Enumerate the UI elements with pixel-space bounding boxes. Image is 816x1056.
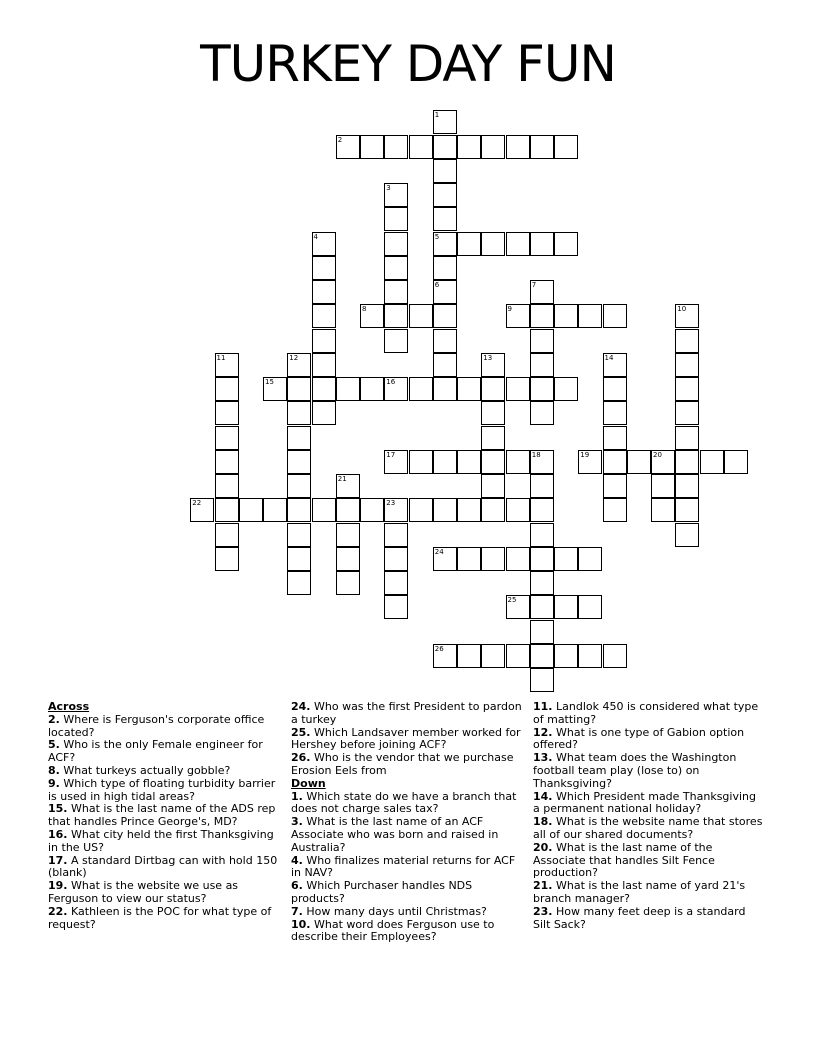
clue-number: 15. (48, 802, 68, 816)
grid-cell[interactable] (457, 450, 481, 474)
grid-cell[interactable] (603, 644, 627, 668)
grid-cell[interactable] (433, 329, 457, 353)
grid-cell[interactable] (215, 401, 239, 425)
grid-cell[interactable] (384, 547, 408, 571)
clue-text: What word does Ferguson use to describe their Employees? (291, 917, 495, 944)
across-clue-list (48, 714, 280, 932)
grid-cell[interactable] (530, 353, 554, 377)
grid-cell[interactable] (433, 547, 457, 571)
grid-cell[interactable] (287, 498, 311, 522)
grid-cell[interactable] (433, 256, 457, 280)
grid-cell[interactable] (603, 377, 627, 401)
clue-3 (291, 816, 523, 854)
grid-cell[interactable] (457, 232, 481, 256)
clue-20 (533, 842, 765, 880)
cell-number: 7 (531, 281, 537, 290)
cell-number: 17 (386, 450, 396, 459)
grid-cell[interactable] (384, 232, 408, 256)
clue-26 (291, 752, 523, 778)
grid-cell[interactable] (336, 571, 360, 595)
grid-cell[interactable] (433, 135, 457, 159)
grid-cell[interactable] (530, 135, 554, 159)
clue-number: 26. (291, 751, 311, 765)
grid-cell[interactable] (578, 304, 602, 328)
clue-number: 13. (533, 751, 553, 765)
grid-cell[interactable] (215, 377, 239, 401)
clue-number: 8. (48, 763, 60, 777)
cell-number: 2 (337, 135, 343, 144)
clue-14 (533, 791, 765, 817)
clue-text: Which Purchaser handles NDS products? (291, 879, 473, 905)
cell-number: 4 (313, 232, 318, 241)
cell-number: 23 (386, 499, 396, 508)
grid-cell[interactable] (603, 450, 627, 474)
grid-cell[interactable] (457, 498, 481, 522)
grid-cell[interactable] (506, 232, 530, 256)
grid-cell[interactable] (312, 498, 336, 522)
clue-number: 5. (48, 738, 60, 752)
grid-cell[interactable] (530, 620, 554, 644)
clue-text: Where is Ferguson's corporate office located? (48, 712, 265, 739)
grid-cell[interactable] (433, 110, 457, 134)
grid-cell[interactable] (554, 377, 578, 401)
clue-text: What is the last name of the Associate that handles Silt Fence production? (533, 840, 715, 880)
grid-cell[interactable] (481, 474, 505, 498)
clue-text: Kathleen is the POC for what type of request? (48, 904, 272, 931)
clue-text: Which Landsaver member worked for Hershey before joining ACF? (291, 725, 521, 752)
grid-cell[interactable] (554, 304, 578, 328)
cell-number: 11 (216, 353, 226, 362)
grid-cell[interactable] (433, 644, 457, 668)
grid-cell[interactable] (433, 377, 457, 401)
grid-cell[interactable] (433, 353, 457, 377)
clue-text: How many feet deep is a standard Silt Sack? (533, 904, 746, 931)
clue-number: 25. (291, 725, 311, 739)
grid-cell[interactable] (675, 450, 699, 474)
clue-13 (533, 752, 765, 790)
clue-number: 14. (533, 789, 553, 803)
grid-cell[interactable] (409, 304, 433, 328)
clue-number: 16. (48, 827, 68, 841)
grid-cell[interactable] (481, 547, 505, 571)
clue-25 (291, 727, 523, 753)
clue-number: 22. (48, 904, 68, 918)
clues-column-2 (291, 701, 523, 944)
cell-number: 15 (265, 378, 274, 387)
clue-number: 3. (291, 815, 303, 829)
grid-cell[interactable] (287, 377, 311, 401)
grid-cell[interactable] (312, 401, 336, 425)
grid-cell[interactable] (312, 353, 336, 377)
grid-cell[interactable] (433, 498, 457, 522)
grid-cell[interactable] (481, 377, 505, 401)
grid-cell[interactable] (675, 426, 699, 450)
grid-cell[interactable] (287, 450, 311, 474)
clue-text: Which President made Thanksgiving a permanent national holiday? (533, 789, 756, 816)
grid-cell[interactable] (506, 377, 530, 401)
clue-18 (533, 816, 765, 842)
grid-cell[interactable] (384, 256, 408, 280)
clues-column-3 (533, 701, 765, 931)
grid-cell[interactable] (675, 329, 699, 353)
clue-number: 10. (291, 917, 311, 931)
clue-24 (291, 701, 523, 727)
grid-cell[interactable] (384, 135, 408, 159)
grid-cell[interactable] (603, 474, 627, 498)
clue-text: Who finalizes material returns for ACF in NAV? (291, 853, 516, 880)
clue-text: What turkeys actually gobble? (59, 763, 231, 777)
clue-text: What is one type of Gabion option offered? (533, 725, 745, 752)
grid-cell[interactable] (215, 547, 239, 571)
grid-cell[interactable] (603, 353, 627, 377)
grid-cell[interactable] (384, 595, 408, 619)
clue-number: 9. (48, 776, 60, 790)
cell-number: 5 (434, 232, 440, 241)
clues-column-1 (48, 701, 280, 931)
grid-cell[interactable] (457, 135, 481, 159)
grid-cell[interactable] (530, 595, 554, 619)
clue-text: What is the website name that stores all of our shared documents? (533, 815, 763, 841)
cell-number: 19 (580, 450, 590, 459)
grid-cell[interactable] (554, 232, 578, 256)
grid-cell[interactable] (578, 595, 602, 619)
clue-text: What is the last name of an ACF Associate who was born and raised in Australia? (291, 815, 499, 854)
grid-cell[interactable] (506, 498, 530, 522)
grid-cell[interactable] (433, 207, 457, 231)
clue-text: Landlok 450 is considered what type of matting? (533, 700, 759, 726)
grid-cell[interactable] (675, 498, 699, 522)
grid-cell[interactable] (578, 450, 602, 474)
grid-cell[interactable] (675, 304, 699, 328)
grid-cell[interactable] (554, 547, 578, 571)
clue-text: What team does the Washington football team play (lose to) on Thanksgiving? (533, 751, 737, 790)
grid-cell[interactable] (433, 159, 457, 183)
grid-cell[interactable] (530, 232, 554, 256)
grid-cell[interactable] (675, 377, 699, 401)
clue-1 (291, 791, 523, 817)
down-clue-list-continued (533, 701, 765, 931)
grid-cell[interactable] (384, 207, 408, 231)
cell-number: 24 (434, 547, 444, 556)
grid-cell[interactable] (312, 304, 336, 328)
grid-cell[interactable] (433, 280, 457, 304)
grid-cell[interactable] (530, 644, 554, 668)
grid-cell[interactable] (651, 498, 675, 522)
grid-cell[interactable] (530, 523, 554, 547)
grid-cell[interactable] (603, 498, 627, 522)
grid-cell[interactable] (263, 498, 287, 522)
clue-text: Which type of floating turbidity barrier is used in high tidal areas? (48, 776, 276, 803)
grid-cell[interactable] (409, 498, 433, 522)
grid-cell[interactable] (578, 644, 602, 668)
grid-cell[interactable] (360, 377, 384, 401)
grid-cell[interactable] (481, 401, 505, 425)
clue-text: Who is the vendor that we purchase Erosion Eels from (291, 751, 514, 777)
grid-cell[interactable] (481, 135, 505, 159)
grid-cell[interactable] (409, 450, 433, 474)
grid-cell[interactable] (506, 135, 530, 159)
grid-cell[interactable] (433, 183, 457, 207)
grid-cell[interactable] (530, 498, 554, 522)
cell-number: 25 (507, 596, 517, 605)
clue-number: 7. (291, 904, 303, 918)
cell-number: 20 (653, 450, 662, 459)
grid-cell[interactable] (384, 304, 408, 328)
clue-number: 20. (533, 840, 553, 854)
grid-cell[interactable] (530, 304, 554, 328)
clue-number: 12. (533, 725, 553, 739)
grid-cell[interactable] (287, 523, 311, 547)
grid-cell[interactable] (433, 304, 457, 328)
clue-17 (48, 855, 280, 881)
grid-cell[interactable] (506, 304, 530, 328)
grid-cell[interactable] (287, 426, 311, 450)
grid-cell[interactable] (384, 498, 408, 522)
grid-cell[interactable] (360, 135, 384, 159)
grid-cell[interactable] (651, 474, 675, 498)
clue-text: What is the last name of the ADS rep that handles Prince George's, MD? (48, 802, 276, 829)
clue-16 (48, 829, 280, 855)
clue-text: Who was the first President to pardon a turkey (291, 700, 522, 726)
clue-text: What is the last name of yard 21's branch manager? (533, 879, 746, 905)
cell-number: 21 (337, 475, 347, 484)
grid-cell[interactable] (530, 377, 554, 401)
down-heading: Down (291, 776, 326, 790)
clue-number: 2. (48, 712, 60, 726)
grid-cell[interactable] (312, 232, 336, 256)
grid-cell[interactable] (312, 280, 336, 304)
clue-10 (291, 919, 523, 945)
grid-cell[interactable] (481, 450, 505, 474)
grid-cell[interactable] (215, 523, 239, 547)
cell-number: 9 (507, 305, 512, 314)
cell-number: 10 (677, 305, 687, 314)
grid-cell[interactable] (384, 571, 408, 595)
grid-cell[interactable] (384, 329, 408, 353)
grid-cell[interactable] (481, 232, 505, 256)
clue-number: 17. (48, 853, 68, 867)
grid-cell[interactable] (384, 450, 408, 474)
page-title: TURKEY DAY FUN (200, 35, 616, 93)
grid-cell[interactable] (481, 353, 505, 377)
grid-cell[interactable] (336, 135, 360, 159)
clue-number: 1. (291, 789, 303, 803)
grid-cell[interactable] (603, 304, 627, 328)
clue-number: 11. (533, 700, 553, 713)
grid-cell[interactable] (506, 450, 530, 474)
grid-cell[interactable] (384, 523, 408, 547)
grid-cell[interactable] (675, 474, 699, 498)
across-heading: Across (48, 700, 90, 713)
grid-cell[interactable] (336, 547, 360, 571)
grid-cell[interactable] (336, 474, 360, 498)
clue-number: 19. (48, 879, 68, 893)
cell-number: 22 (192, 499, 202, 508)
grid-cell[interactable] (215, 474, 239, 498)
grid-cell[interactable] (506, 595, 530, 619)
grid-cell[interactable] (530, 401, 554, 425)
grid-cell[interactable] (675, 523, 699, 547)
cell-number: 12 (289, 353, 299, 362)
clue-number: 21. (533, 879, 553, 893)
grid-cell[interactable] (336, 377, 360, 401)
grid-cell[interactable] (481, 498, 505, 522)
clue-text: What city held the first Thanksgiving in the US? (48, 827, 274, 854)
grid-cell[interactable] (603, 401, 627, 425)
grid-cell[interactable] (384, 280, 408, 304)
clue-number: 4. (291, 853, 303, 867)
grid-cell[interactable] (239, 498, 263, 522)
grid-cell[interactable] (287, 547, 311, 571)
grid-cell[interactable] (530, 450, 554, 474)
clue-text: What is the website we use as Ferguson to view our status? (48, 879, 239, 905)
grid-cell[interactable] (506, 547, 530, 571)
clue-22 (48, 906, 280, 932)
grid-cell[interactable] (312, 256, 336, 280)
cell-number: 26 (434, 644, 444, 653)
clue-number: 24. (291, 700, 311, 713)
grid-cell[interactable] (263, 377, 287, 401)
clue-23 (533, 906, 765, 932)
grid-cell[interactable] (530, 571, 554, 595)
clue-6 (291, 880, 523, 906)
clue-9 (48, 778, 280, 804)
grid-cell[interactable] (336, 498, 360, 522)
grid-cell[interactable] (457, 644, 481, 668)
grid-cell[interactable] (287, 401, 311, 425)
grid-cell[interactable] (481, 426, 505, 450)
cell-number: 13 (483, 353, 493, 362)
grid-cell[interactable] (627, 450, 651, 474)
cell-number: 1 (434, 111, 440, 120)
grid-cell[interactable] (700, 450, 724, 474)
grid-cell[interactable] (215, 426, 239, 450)
grid-cell[interactable] (603, 426, 627, 450)
grid-cell[interactable] (312, 377, 336, 401)
grid-cell[interactable] (287, 571, 311, 595)
cell-number: 3 (386, 184, 391, 193)
grid-cell[interactable] (360, 498, 384, 522)
grid-cell[interactable] (554, 595, 578, 619)
clue-15 (48, 803, 280, 829)
grid-cell[interactable] (190, 498, 214, 522)
grid-cell[interactable] (651, 450, 675, 474)
clue-text: Which state do we have a branch that does not charge sales tax? (291, 789, 517, 816)
grid-cell[interactable] (360, 304, 384, 328)
down-clue-list (291, 791, 523, 945)
grid-cell[interactable] (530, 280, 554, 304)
grid-cell[interactable] (675, 401, 699, 425)
grid-cell[interactable] (530, 329, 554, 353)
across-clue-list-continued (291, 701, 523, 778)
grid-cell[interactable] (578, 547, 602, 571)
grid-cell[interactable] (433, 232, 457, 256)
clue-text: Who is the only Female engineer for ACF? (48, 738, 263, 765)
clue-number: 6. (291, 879, 303, 893)
grid-cell[interactable] (215, 353, 239, 377)
grid-cell[interactable] (530, 474, 554, 498)
clue-text: How many days until Christmas? (302, 904, 487, 918)
clue-number: 23. (533, 904, 553, 918)
grid-cell[interactable] (409, 135, 433, 159)
clue-2 (48, 714, 280, 740)
grid-cell[interactable] (554, 135, 578, 159)
grid-cell[interactable] (215, 450, 239, 474)
grid-cell[interactable] (384, 183, 408, 207)
cell-number: 14 (604, 353, 614, 362)
grid-cell[interactable] (506, 644, 530, 668)
clue-4 (291, 855, 523, 881)
grid-cell[interactable] (554, 644, 578, 668)
grid-cell[interactable] (675, 353, 699, 377)
grid-cell[interactable] (287, 474, 311, 498)
cell-number: 16 (386, 378, 396, 387)
grid-cell[interactable] (336, 523, 360, 547)
grid-cell[interactable] (287, 353, 311, 377)
grid-cell[interactable] (724, 450, 748, 474)
cell-number: 6 (434, 281, 440, 290)
clue-21 (533, 880, 765, 906)
clue-5 (48, 739, 280, 765)
clue-text: A standard Dirtbag can with hold 150 (blank) (48, 853, 278, 880)
clue-19 (48, 880, 280, 906)
grid-cell[interactable] (312, 329, 336, 353)
clue-11 (533, 701, 765, 727)
grid-cell[interactable] (433, 450, 457, 474)
cell-number: 18 (531, 450, 541, 459)
grid-cell[interactable] (409, 377, 433, 401)
clue-12 (533, 727, 765, 753)
grid-cell[interactable] (457, 547, 481, 571)
cell-number: 8 (362, 305, 367, 314)
grid-cell[interactable] (215, 498, 239, 522)
grid-cell[interactable] (530, 668, 554, 692)
grid-cell[interactable] (481, 644, 505, 668)
grid-cell[interactable] (384, 377, 408, 401)
clue-number: 18. (533, 815, 553, 829)
grid-cell[interactable] (457, 377, 481, 401)
grid-cell[interactable] (530, 547, 554, 571)
